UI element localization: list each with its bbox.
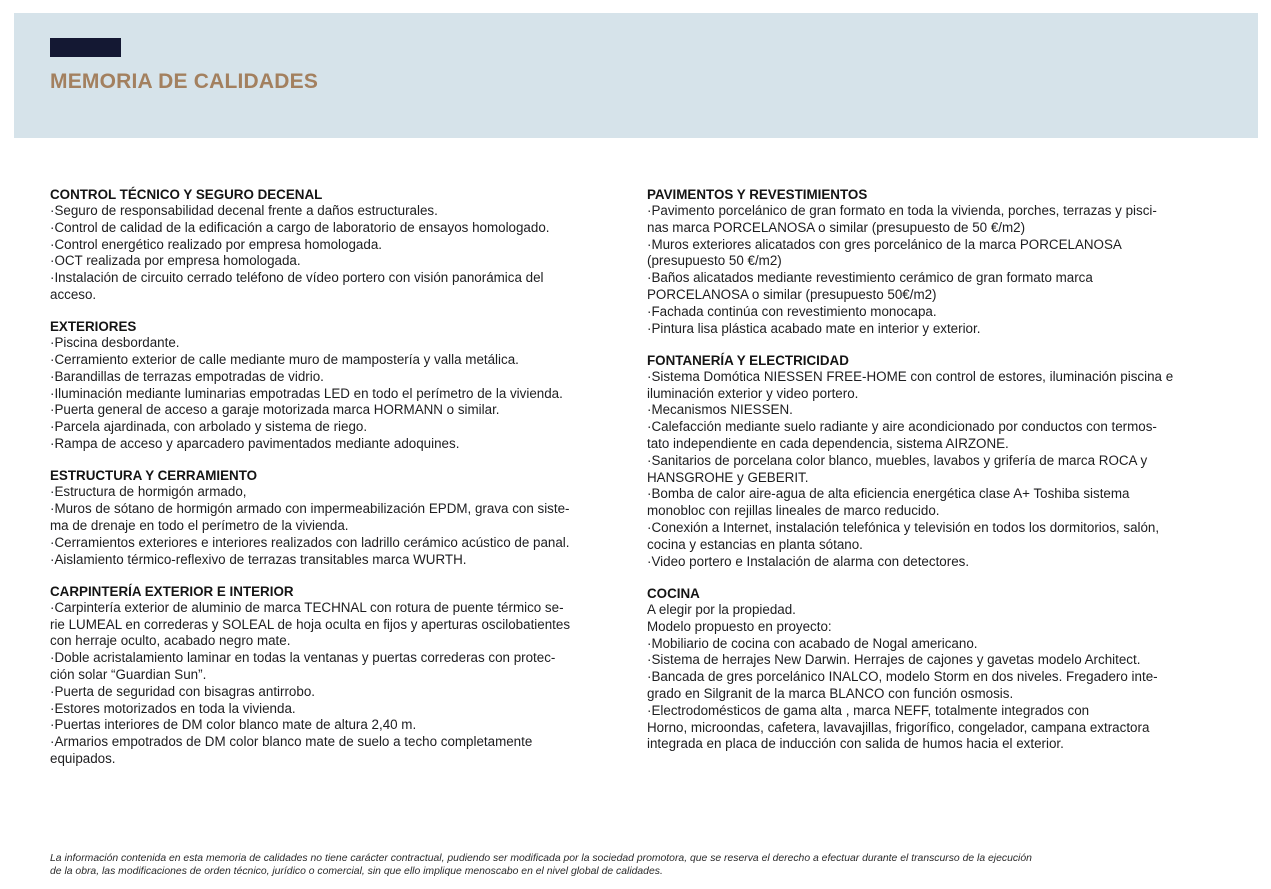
section-line: ·Barandillas de terrazas empotradas de vidrio. [50, 368, 324, 384]
section-line: ·Piscina desbordante. [50, 335, 180, 351]
section-line: integrada en placa de inducción con salida de humos hacia el exterior. [647, 736, 1064, 752]
quality-section [647, 585, 1219, 753]
section-line: ·Estores motorizados en toda la vivienda. [50, 700, 296, 716]
section-line: ·Sanitarios de porcelana color blanco, muebles, lavabos y grifería de marca ROCA y [647, 452, 1148, 468]
section-line: ·Rampa de acceso y aparcadero pavimentados mediante adoquines. [50, 436, 460, 452]
quality-section [50, 186, 615, 304]
header-band [14, 13, 1258, 138]
section-line: ·Conexión a Internet, instalación telefónica y televisión en todos los dormitorios, salón, [647, 520, 1160, 536]
right-column [647, 186, 1219, 768]
disclaimer-line: de la obra, las modificaciones de orden técnico, jurídico o comercial, sin que ello implique menoscabo en el nivel global de calidades. [50, 866, 663, 878]
page-title: MEMORIA DE CALIDADES [50, 70, 319, 93]
section-line: ·Puerta general de acceso a garaje motorizada marca HORMANN o similar. [50, 402, 500, 418]
section-line: ·Bomba de calor aire-agua de alta eficiencia energética clase A+ Toshiba sistema [647, 486, 1130, 502]
section-line: tato independiente en cada dependencia, sistema AIRZONE. [647, 436, 1009, 452]
section-title: FONTANERÍA Y ELECTRICIDAD [647, 352, 849, 368]
section-line: Modelo propuesto en proyecto: [647, 618, 832, 634]
section-line: ·Pintura lisa plástica acabado mate en interior y exterior. [647, 320, 981, 336]
section-line: nas marca PORCELANOSA o similar (presupuesto de 50 €/m2) [647, 219, 1026, 235]
quality-section [50, 467, 615, 568]
section-line: ·Control de calidad de la edificación a cargo de laboratorio de ensayos homologado. [50, 219, 550, 235]
section-line: ·Video portero e Instalación de alarma con detectores. [647, 553, 970, 569]
section-line: Horno, microondas, cafetera, lavavajillas, frigorífico, congelador, campana extractora [647, 719, 1150, 735]
section-line: ·Doble acristalamiento laminar en todas la ventanas y puertas correderas con protec- [50, 650, 556, 666]
section-line: ·Pavimento porcelánico de gran formato en toda la vivienda, porches, terrazas y pisci- [647, 203, 1157, 218]
section-line: ma de drenaje en todo el perímetro de la vivienda. [50, 517, 349, 533]
section-line: ·Aislamiento térmico-reflexivo de terrazas transitables marca WURTH. [50, 551, 467, 567]
section-line: ·Muros de sótano de hormigón armado con impermeabilización EPDM, grava con siste- [50, 501, 570, 517]
quality-section [50, 583, 615, 768]
header-accent-bar [50, 38, 121, 57]
quality-section [647, 186, 1219, 337]
disclaimer-line: La información contenida en esta memoria de calidades no tiene carácter contractual, pudiendo ser modificada por la sociedad promotora, que se reserva el derecho a efectuar durante el transcurso de la ejecución [50, 853, 1032, 864]
section-line: A elegir por la propiedad. [647, 601, 796, 617]
left-column [50, 186, 615, 782]
section-line: ·Iluminación mediante luminarias empotradas LED en todo el perímetro de la vivienda. [50, 385, 563, 401]
section-line: cocina y estancias en planta sótano. [647, 536, 863, 552]
section-line: ·Fachada continúa con revestimiento monocapa. [647, 303, 937, 319]
section-line: acceso. [50, 286, 97, 302]
section-line: (presupuesto 50 €/m2) [647, 253, 782, 269]
section-line: ·Parcela ajardinada, con arbolado y sistema de riego. [50, 419, 368, 435]
section-line: ·OCT realizada por empresa homologada. [50, 253, 301, 269]
section-title: PAVIMENTOS Y REVESTIMIENTOS [647, 187, 868, 202]
section-line: ·Muros exteriores alicatados con gres porcelánico de la marca PORCELANOSA [647, 236, 1122, 252]
section-line: HANSGROHE y GEBERIT. [647, 469, 809, 485]
section-line: ·Instalación de circuito cerrado teléfono de vídeo portero con visión panorámica del [50, 270, 544, 286]
section-line: ·Carpintería exterior de aluminio de marca TECHNAL con rotura de puente térmico se- [50, 599, 564, 615]
section-line: equipados. [50, 751, 116, 767]
section-line: ·Mobiliario de cocina con acabado de Nogal americano. [647, 635, 978, 651]
section-line: ·Seguro de responsabilidad decenal frente a daños estructurales. [50, 203, 438, 218]
section-line: ·Sistema de herrajes New Darwin. Herrajes de cajones y gavetas modelo Architect. [647, 652, 1141, 668]
section-line: ·Mecanismos NIESSEN. [647, 402, 793, 418]
section-line: ·Control energético realizado por empresa homologada. [50, 236, 382, 252]
section-line: con herraje oculto, acabado negro mate. [50, 633, 291, 649]
disclaimer-note [50, 852, 1220, 878]
section-title: EXTERIORES [50, 319, 137, 335]
section-line: ·Sistema Domótica NIESSEN FREE-HOME con control de estores, iluminación piscina e [647, 368, 1174, 384]
section-title: CARPINTERÍA EXTERIOR E INTERIOR [50, 583, 294, 599]
section-line: iluminación exterior y video portero. [647, 385, 859, 401]
section-line: monobloc con rejillas lineales de marco reducido. [647, 503, 940, 519]
section-line: PORCELANOSA o similar (presupuesto 50€/m2) [647, 286, 937, 302]
section-line: ·Estructura de hormigón armado, [50, 484, 247, 500]
quality-section [50, 318, 615, 453]
section-line: ·Baños alicatados mediante revestimiento cerámico de gran formato marca [647, 270, 1093, 286]
section-title: ESTRUCTURA Y CERRAMIENTO [50, 468, 258, 484]
section-title: COCINA [647, 585, 700, 601]
section-line: ·Bancada de gres porcelánico INALCO, modelo Storm en dos niveles. Fregadero inte- [647, 669, 1158, 685]
section-line: ·Electrodomésticos de gama alta , marca NEFF, totalmente integrados con [647, 702, 1090, 718]
section-line: ·Puerta de seguridad con bisagras antirrobo. [50, 683, 315, 699]
section-line: ·Cerramiento exterior de calle mediante muro de mampostería y valla metálica. [50, 352, 519, 368]
section-line: grado en Silgranit de la marca BLANCO con función osmosis. [647, 685, 1014, 701]
section-title: CONTROL TÉCNICO Y SEGURO DECENAL [50, 187, 323, 202]
quality-section [647, 352, 1219, 571]
section-line: rie LUMEAL en correderas y SOLEAL de hoja oculta en fijos y aperturas oscilobatientes [50, 616, 571, 632]
section-line: ·Cerramientos exteriores e interiores realizados con ladrillo cerámico acústico de panal. [50, 534, 570, 550]
section-line: ·Calefacción mediante suelo radiante y aire acondicionado por conductos con termos- [647, 419, 1157, 435]
section-line: ción solar “Guardian Sun”. [50, 667, 207, 683]
section-line: ·Armarios empotrados de DM color blanco mate de suelo a techo completamente [50, 734, 533, 750]
section-line: ·Puertas interiores de DM color blanco mate de altura 2,40 m. [50, 717, 417, 733]
